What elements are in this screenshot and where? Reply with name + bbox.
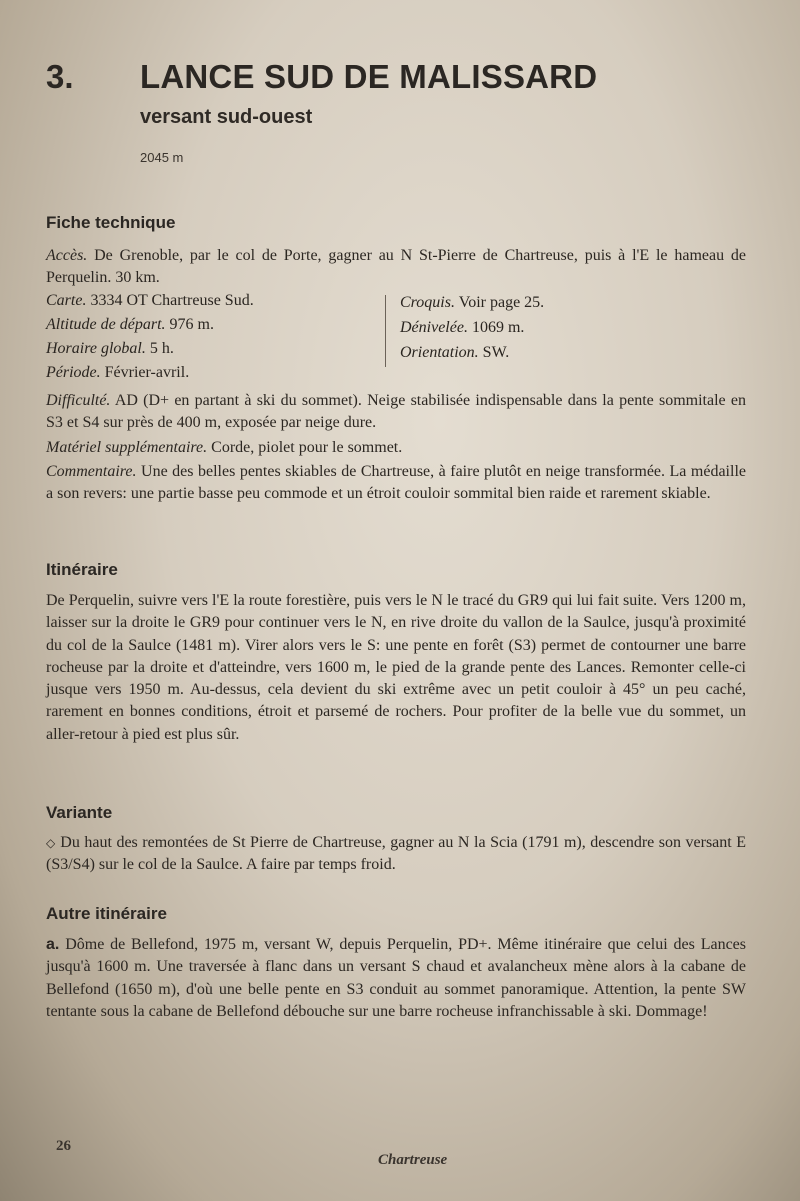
carte-label: Carte. — [46, 292, 87, 309]
periode-line — [46, 364, 189, 382]
croquis-label: Croquis. — [400, 294, 455, 311]
horaire-text: 5 h. — [149, 340, 174, 357]
altitude-depart-label: Altitude de départ. — [46, 316, 166, 333]
horaire-label: Horaire global. — [46, 340, 146, 357]
materiel-text: Corde, piolet pour le sommet. — [211, 439, 403, 456]
route-subtitle: versant sud-ouest — [140, 106, 313, 128]
orientation-text: SW. — [482, 344, 510, 361]
horaire-line — [46, 340, 174, 358]
fiche-heading: Fiche technique — [46, 213, 176, 232]
difficulte-paragraph — [46, 390, 746, 435]
autre-paragraph — [46, 934, 746, 1023]
commentaire-label: Commentaire. — [46, 463, 137, 480]
variante-paragraph — [46, 832, 746, 877]
commentaire-paragraph — [46, 461, 746, 506]
autre-marker: a. — [46, 936, 60, 953]
denivelee-text: 1069 m. — [471, 319, 525, 336]
variante-heading: Variante — [46, 803, 113, 822]
periode-text: Février-avril. — [104, 364, 190, 381]
carte-text: 3334 OT Chartreuse Sud. — [90, 292, 254, 309]
croquis-text: Voir page 25. — [458, 294, 545, 311]
acces-text: De Grenoble, par le col de Porte, gagner au N St-Pierre de Chartreuse, puis à l'E le hameau de Perquelin. 30 km. — [46, 247, 747, 287]
running-footer: Chartreuse — [378, 1152, 448, 1168]
orientation-line — [400, 344, 509, 362]
autre-heading: Autre itinéraire — [46, 904, 167, 923]
commentaire-text: Une des belles pentes skiables de Chartreuse, à faire plutôt en neige transformée. La médaille a son revers: une partie basse peu commode et un étroit couloir sommital bien raide et rarement skiable. — [46, 463, 746, 503]
page-number: 26 — [56, 1138, 71, 1154]
difficulte-label: Difficulté. — [46, 392, 111, 409]
carte-line — [46, 292, 254, 310]
acces-label: Accès. — [46, 247, 88, 264]
variante-text: Du haut des remontées de St Pierre de Chartreuse, gagner au N la Scia (1791 m), descendre son versant E (S3/S4) sur le col de la Saulce. A faire par temps froid. — [46, 834, 747, 874]
route-number: 3. — [46, 58, 74, 95]
diamond-bullet-icon: ◇ — [46, 836, 56, 850]
altitude-depart-text: 976 m. — [169, 316, 214, 333]
orientation-label: Orientation. — [400, 344, 479, 361]
denivelee-line — [400, 319, 524, 337]
acces-paragraph — [46, 245, 746, 290]
altitude-depart-line — [46, 316, 214, 334]
autre-text: Dôme de Bellefond, 1975 m, versant W, depuis Perquelin, PD+. Même itinéraire que celui des Lances jusqu'à 1600 m. Une traversée à flanc dans un versant S chaud et avalancheux mène alors à la cabane de Bellefond (1650 m), d'où une belle pente en S3 conduit au sommet panoramique. Attention, la pente SW tentante sous la cabane de Bellefond débouche sur une barre rocheuse infranchissable à ski. Dommage! — [46, 936, 747, 1020]
materiel-label: Matériel supplémentaire. — [46, 439, 208, 456]
materiel-paragraph — [46, 437, 746, 459]
denivelee-label: Dénivelée. — [400, 319, 468, 336]
summit-altitude: 2045 m — [140, 150, 184, 165]
croquis-line — [400, 294, 544, 312]
periode-label: Période. — [46, 364, 101, 381]
itineraire-heading: Itinéraire — [46, 560, 118, 579]
column-divider — [385, 295, 386, 367]
difficulte-text: AD (D+ en partant à ski du sommet). Neige stabilisée indispensable dans la pente sommitale en S3 et S4 sur près de 400 m, exposée par neige dure. — [46, 392, 746, 432]
route-title: LANCE SUD DE MALISSARD — [140, 58, 598, 95]
itineraire-paragraph: De Perquelin, suivre vers l'E la route forestière, puis vers le N le tracé du GR9 qui lui fait suite. Vers 1200 m, laisser sur la droite le GR9 pour continuer vers le N, en rive droite du vallon de la Saulce, jusqu'à proximité du col de la Saulce (1481 m). Virer alors vers le S: une pente en forêt (S3) permet de contourner une barre rocheuse par la droite et d'atteindre, vers 1600 m, le pied de la grande pente des Lances. Remonter celle-ci jusque vers 1950 m. Au-dessus, cela devient du ski extrême avec un petit couloir à 45° un peu caché, rarement en bonnes conditions, étroit et parsemé de rochers. Pour profiter de la belle vue du sommet, un aller-retour à pied est plus sûr. — [46, 592, 746, 743]
